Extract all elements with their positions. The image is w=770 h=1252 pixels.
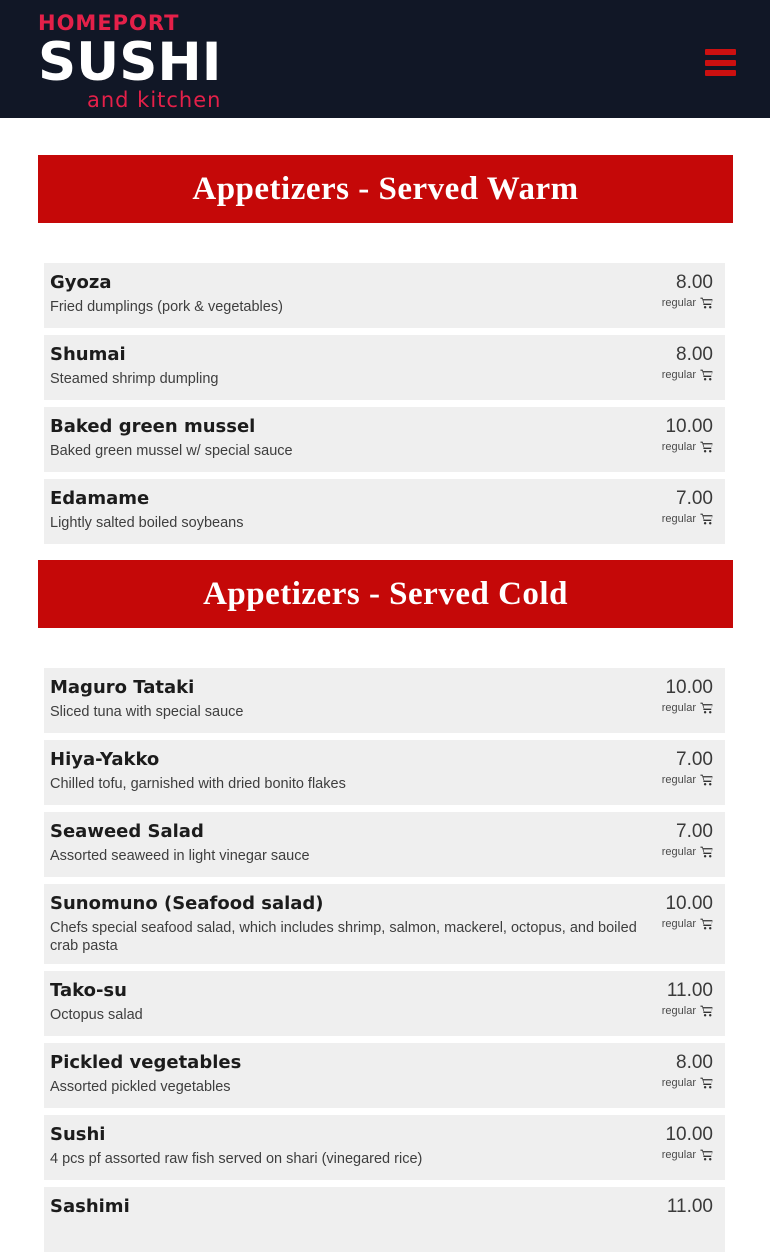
site-header xyxy=(0,0,770,118)
cart-icon[interactable] xyxy=(700,702,713,714)
item-name: Shumai xyxy=(50,344,126,365)
logo[interactable] xyxy=(38,13,221,111)
section-banner-cold xyxy=(38,560,733,628)
add-to-cart-button[interactable] xyxy=(662,1005,713,1017)
size-label: regular xyxy=(661,701,696,714)
item-description: Chilled tofu, garnished with dried bonito flakes xyxy=(50,775,346,792)
menu-item-row xyxy=(44,1187,725,1252)
cart-icon[interactable] xyxy=(700,774,713,786)
menu-item-row xyxy=(44,884,725,964)
add-to-cart-button[interactable] xyxy=(662,297,713,309)
size-label: regular xyxy=(661,845,696,858)
add-to-cart-button[interactable] xyxy=(662,774,713,786)
item-description: Fried dumplings (pork & vegetables) xyxy=(50,298,283,315)
cart-icon[interactable] xyxy=(700,1149,713,1161)
item-name: Sushi xyxy=(50,1124,106,1146)
item-description: Sliced tuna with special sauce xyxy=(50,703,244,720)
item-price: 8.00 xyxy=(676,1052,713,1074)
add-to-cart-button[interactable] xyxy=(662,918,713,930)
add-to-cart-button[interactable] xyxy=(662,846,713,858)
cart-icon[interactable] xyxy=(700,918,713,930)
item-description: Steamed shrimp dumpling xyxy=(50,370,219,387)
menu-item-row xyxy=(44,668,725,733)
item-description: 4 pcs pf assorted raw fish served on shari (vinegared rice) xyxy=(50,1150,423,1167)
size-label: regular xyxy=(661,1077,696,1090)
section-title-warm: Appetizers - Served Warm xyxy=(192,170,579,207)
hamburger-bar xyxy=(705,49,736,55)
add-to-cart-button[interactable] xyxy=(662,441,713,453)
item-price: 8.00 xyxy=(676,344,713,365)
item-name: Edamame xyxy=(50,488,150,509)
logo-text-homeport: HOMEPORT xyxy=(38,11,180,35)
menu-item-row xyxy=(44,740,725,805)
menu-item-row xyxy=(44,1115,725,1180)
cart-icon[interactable] xyxy=(700,513,713,525)
item-name: Seaweed Salad xyxy=(50,821,204,842)
logo-text-sushi: SUSHI xyxy=(38,32,222,93)
size-label: regular xyxy=(661,440,696,453)
item-name: Sashimi xyxy=(50,1196,130,1218)
item-name: Tako-su xyxy=(50,980,127,1002)
size-label: regular xyxy=(661,296,696,309)
item-name: Gyoza xyxy=(50,272,112,293)
item-price: 10.00 xyxy=(665,677,713,698)
size-label: regular xyxy=(661,1005,696,1018)
item-description: Chefs special seafood salad, which includes shrimp, salmon, mackerel, octopus, and boiled crab pasta xyxy=(50,919,637,955)
item-price: 7.00 xyxy=(676,488,713,509)
warm-items-list xyxy=(0,263,770,544)
hamburger-menu-icon[interactable] xyxy=(705,49,736,76)
item-price: 8.00 xyxy=(676,272,713,293)
item-name: Hiya-Yakko xyxy=(50,749,160,770)
cart-icon[interactable] xyxy=(700,846,713,858)
item-name: Pickled vegetables xyxy=(50,1052,242,1074)
item-name: Maguro Tataki xyxy=(50,677,195,698)
item-price: 7.00 xyxy=(676,821,713,842)
add-to-cart-button[interactable] xyxy=(662,702,713,714)
size-label: regular xyxy=(661,368,696,381)
menu-item-row xyxy=(44,971,725,1036)
add-to-cart-button[interactable] xyxy=(662,369,713,381)
cold-items-list xyxy=(0,668,770,1252)
menu-item-row xyxy=(44,263,725,328)
add-to-cart-button[interactable] xyxy=(662,1149,713,1161)
cart-icon[interactable] xyxy=(700,1077,713,1089)
add-to-cart-button[interactable] xyxy=(662,1077,713,1089)
item-description: Assorted pickled vegetables xyxy=(50,1078,231,1095)
menu-item-row xyxy=(44,812,725,877)
cart-icon[interactable] xyxy=(700,297,713,309)
menu-item-row xyxy=(44,479,725,544)
hamburger-bar xyxy=(705,60,736,66)
menu-item-row xyxy=(44,1043,725,1108)
section-title-cold: Appetizers - Served Cold xyxy=(203,575,568,612)
cart-icon[interactable] xyxy=(700,369,713,381)
item-description: Octopus salad xyxy=(50,1006,143,1023)
size-label: regular xyxy=(661,917,696,930)
size-label: regular xyxy=(661,773,696,786)
size-label: regular xyxy=(661,512,696,525)
hamburger-bar xyxy=(705,70,736,76)
item-price: 11.00 xyxy=(666,1196,713,1218)
item-name: Baked green mussel xyxy=(50,416,256,437)
size-label: regular xyxy=(661,1149,696,1162)
logo-text-and-kitchen: and kitchen xyxy=(86,88,222,112)
item-price: 7.00 xyxy=(676,749,713,770)
item-description: Lightly salted boiled soybeans xyxy=(50,514,244,531)
cart-icon[interactable] xyxy=(700,1005,713,1017)
item-price: 10.00 xyxy=(665,893,713,914)
menu-item-row xyxy=(44,335,725,400)
item-price: 10.00 xyxy=(665,1124,713,1146)
item-description: Assorted seaweed in light vinegar sauce xyxy=(50,847,310,864)
item-name: Sunomuno (Seafood salad) xyxy=(50,893,324,914)
add-to-cart-button[interactable] xyxy=(662,513,713,525)
item-description: Baked green mussel w/ special sauce xyxy=(50,442,293,459)
menu-item-row xyxy=(44,407,725,472)
item-price: 11.00 xyxy=(666,980,713,1002)
section-banner-warm xyxy=(38,155,733,223)
cart-icon[interactable] xyxy=(700,441,713,453)
item-price: 10.00 xyxy=(665,416,713,437)
